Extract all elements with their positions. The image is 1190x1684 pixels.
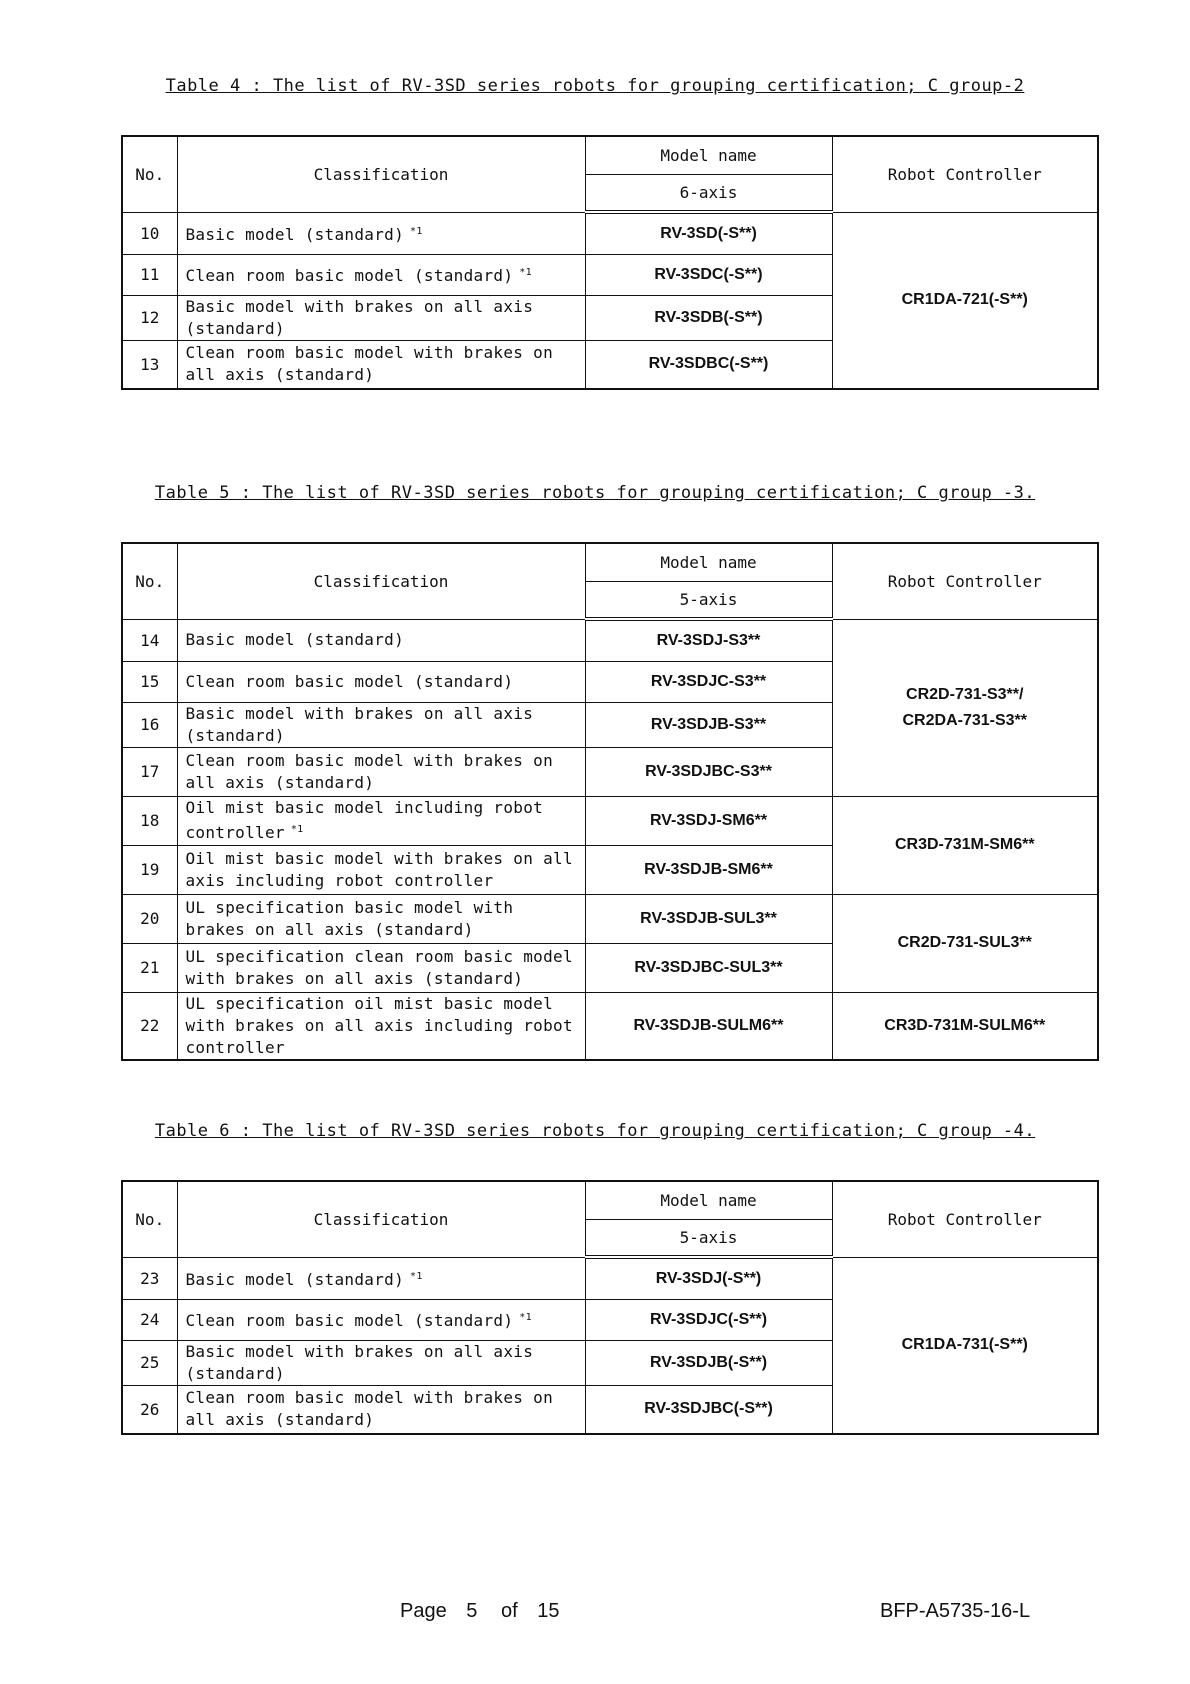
table6-caption: Table 6 : The list of RV-3SD series robots for grouping certification; C group -4. — [154, 1121, 1036, 1141]
row-no: 10 — [122, 212, 177, 254]
row-classification: Basic model (standard) $^{*1}$ — [177, 1257, 585, 1299]
header-axis: 6-axis — [585, 174, 832, 212]
table6 — [121, 1180, 1099, 1435]
row-model: RV-3SDJ-SM6** — [585, 796, 832, 845]
row-model: RV-3SDJBC-SUL3** — [585, 943, 832, 992]
table-row — [122, 619, 1098, 661]
row-classification: Clean room basic model with brakes on all axis (standard) — [177, 1385, 585, 1434]
row-model: RV-3SDJB-SULM6** — [585, 992, 832, 1060]
header-axis: 5-axis — [585, 581, 832, 619]
row-model: RV-3SDJB(-S**) — [585, 1340, 832, 1385]
row-no: 24 — [122, 1299, 177, 1340]
table-row — [122, 1257, 1098, 1299]
table-row — [122, 796, 1098, 845]
row-classification: Clean room basic model (standard) — [177, 661, 585, 702]
row-model: RV-3SDJB-SUL3** — [585, 894, 832, 943]
header-classification: Classification — [177, 543, 585, 619]
row-no: 16 — [122, 702, 177, 747]
row-model: RV-3SDBC(-S**) — [585, 340, 832, 389]
table5 — [121, 542, 1099, 1061]
table4-caption: Table 4 : The list of RV-3SD series robots for grouping certification; C group-2 — [165, 76, 1025, 96]
row-classification: Clean room basic model with brakes on all axis (standard) — [177, 340, 585, 389]
row-model: RV-3SDJB-S3** — [585, 702, 832, 747]
row-classification: Clean room basic model (standard) $^{*1}$ — [177, 1299, 585, 1340]
row-no: 14 — [122, 619, 177, 661]
row-model: RV-3SDJBC(-S**) — [585, 1385, 832, 1434]
page-number — [400, 1600, 559, 1623]
row-no: 22 — [122, 992, 177, 1060]
row-no: 23 — [122, 1257, 177, 1299]
row-no: 26 — [122, 1385, 177, 1434]
row-classification: Clean room basic model (standard) $^{*1}$ — [177, 254, 585, 295]
row-controller: CR3D-731M-SULM6** — [832, 992, 1098, 1060]
table-row — [122, 894, 1098, 943]
row-classification: Basic model (standard) — [177, 619, 585, 661]
header-no: No. — [122, 543, 177, 619]
row-classification: Basic model with brakes on all axis (standard) — [177, 702, 585, 747]
page-total: 15 — [537, 1600, 560, 1622]
row-controller: CR3D-731M-SM6** — [832, 796, 1098, 894]
header-classification: Classification — [177, 136, 585, 212]
row-classification: UL specification clean room basic model with brakes on all axis (standard) — [177, 943, 585, 992]
page-label: Page — [400, 1600, 447, 1622]
row-controller: CR2D-731-S3**/ CR2DA-731-S3** — [832, 619, 1098, 796]
of-label: of — [500, 1600, 518, 1622]
header-robot-controller: Robot Controller — [832, 136, 1098, 212]
header-model-name: Model name — [585, 1181, 832, 1219]
document-id: BFP-A5735-16-L — [880, 1600, 1031, 1622]
row-controller: CR1DA-731(-S**) — [832, 1257, 1098, 1434]
header-classification: Classification — [177, 1181, 585, 1257]
row-classification: Basic model with brakes on all axis (standard) — [177, 295, 585, 340]
row-no: 17 — [122, 747, 177, 796]
row-classification: Basic model (standard) $^{*1}$ — [177, 212, 585, 254]
row-model: RV-3SD(-S**) — [585, 212, 832, 254]
header-no: No. — [122, 136, 177, 212]
row-model: RV-3SDC(-S**) — [585, 254, 832, 295]
table-row — [122, 992, 1098, 1060]
table-row — [122, 212, 1098, 254]
row-no: 12 — [122, 295, 177, 340]
row-classification: Oil mist basic model with brakes on all axis including robot controller — [177, 845, 585, 894]
row-model: RV-3SDB(-S**) — [585, 295, 832, 340]
header-model-name: Model name — [585, 543, 832, 581]
row-model: RV-3SDJ(-S**) — [585, 1257, 832, 1299]
row-model: RV-3SDJB-SM6** — [585, 845, 832, 894]
row-model: RV-3SDJC-S3** — [585, 661, 832, 702]
row-controller: CR1DA-721(-S**) — [832, 212, 1098, 389]
table4 — [121, 135, 1099, 390]
row-controller: CR2D-731-SUL3** — [832, 894, 1098, 992]
row-model: RV-3SDJC(-S**) — [585, 1299, 832, 1340]
header-robot-controller: Robot Controller — [832, 1181, 1098, 1257]
row-no: 13 — [122, 340, 177, 389]
row-no: 20 — [122, 894, 177, 943]
row-classification: Clean room basic model with brakes on all axis (standard) — [177, 747, 585, 796]
row-no: 18 — [122, 796, 177, 845]
row-classification: UL specification basic model with brakes on all axis (standard) — [177, 894, 585, 943]
header-model-name: Model name — [585, 136, 832, 174]
row-model: RV-3SDJBC-S3** — [585, 747, 832, 796]
header-robot-controller: Robot Controller — [832, 543, 1098, 619]
row-no: 15 — [122, 661, 177, 702]
row-classification: Basic model with brakes on all axis (standard) — [177, 1340, 585, 1385]
header-axis: 5-axis — [585, 1219, 832, 1257]
row-no: 21 — [122, 943, 177, 992]
row-classification: UL specification oil mist basic model with brakes on all axis including robot controller — [177, 992, 585, 1060]
header-no: No. — [122, 1181, 177, 1257]
row-no: 11 — [122, 254, 177, 295]
row-classification: Oil mist basic model including robot controller $^{*1}$ — [177, 796, 585, 845]
page-current: 5 — [466, 1600, 478, 1622]
row-model: RV-3SDJ-S3** — [585, 619, 832, 661]
row-no: 19 — [122, 845, 177, 894]
row-no: 25 — [122, 1340, 177, 1385]
table5-caption: Table 5 : The list of RV-3SD series robots for grouping certification; C group -3. — [154, 483, 1036, 503]
